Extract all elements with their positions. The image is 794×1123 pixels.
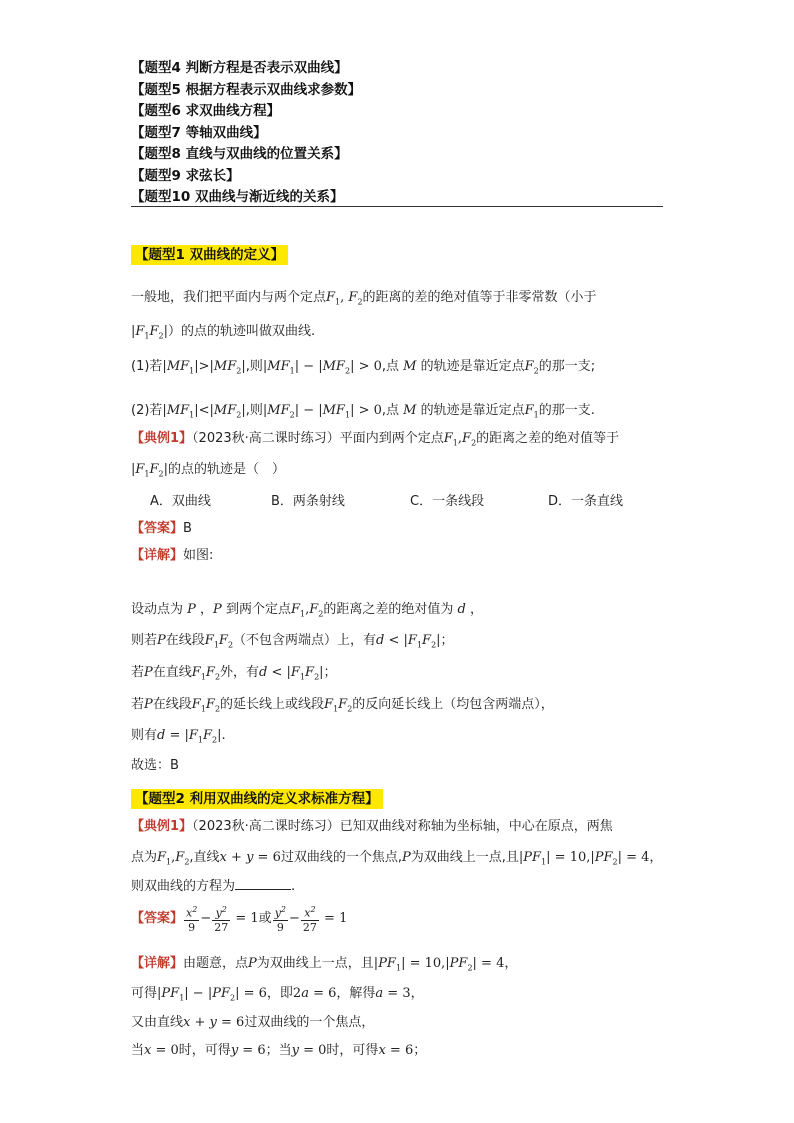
detail-line-4: 若P在线段$F_1F_2$的延长线上或线段$F_1F_2$的反向延长线上（均包含两端点）， — [131, 697, 554, 714]
toc-divider — [131, 206, 663, 207]
toc-item: 【题型5 根据方程表示双曲线求参数】 — [131, 81, 362, 98]
answer-line-2: 【答案】 $\frac{x^2}{9}$ − $\frac{y^2}{27}$ = 1或 $\frac{y^2}{9}$ − $\frac{x^2}{27}$ = 1 — [131, 905, 348, 934]
solution-line-4: 当x = 0时，可得y = 6；当y = 0时，可得x = 6； — [131, 1043, 427, 1058]
answer-line-1: 【答案】B — [131, 521, 192, 536]
choice-list — [150, 490, 670, 510]
detail-line-2: 则若P在线段$F_1F_2$（不包含两端点）上，有$d < |F_1F_2|$； — [131, 633, 454, 650]
detail-intro-1: 【详解】如图: — [131, 548, 214, 563]
example-2-line-1: 【典例1】（2023秋·高二课时练习）已知双曲线对称轴为坐标轴，中心在原点，两焦 — [131, 819, 613, 834]
choice-b[interactable]: B．两条射线 — [271, 494, 345, 509]
detail-line-1: 设动点为 P ，P 到两个定点$F_1,F_2$的距离之差的绝对值为 d ， — [131, 602, 483, 619]
toc-item: 【题型6 求双曲线方程】 — [131, 103, 281, 119]
toc-item: 【题型4 判断方程是否表示双曲线】 — [131, 60, 348, 76]
example-1-line-2: $|F_1F_2|$的点的轨迹是（ ） — [131, 462, 286, 479]
definition-line-1: 一般地，我们把平面内与两个定点$F_1$, $F_2$的距离的差的绝对值等于非零常数（小于 — [131, 290, 597, 307]
case-2-line: (2)若$|MF_1|<|MF_2|$,则$|MF_2| - |MF_1| > 0$,点 M 的轨迹是靠近定点$F_1$的那一支. — [131, 403, 595, 420]
example-2-line-3: 则双曲线的方程为 . — [131, 879, 296, 894]
toc-item: 【题型10 双曲线与渐近线的关系】 — [131, 189, 344, 205]
choice-c[interactable]: C．一条线段 — [410, 494, 485, 509]
detail-line-5: 则有$d = |F_1F_2|$. — [131, 728, 226, 745]
section-heading-1: 【题型1 双曲线的定义】 — [131, 246, 288, 265]
example-2-line-2: 点为$F_1,F_2$,直线x + y = 6过双曲线的一个焦点,P为双曲线上一点,且$|PF_1| = 10,|PF_2| = 4$， — [131, 850, 663, 867]
detail-line-3: 若P在直线$F_1F_2$外，有$d < |F_1F_2|$； — [131, 665, 337, 682]
solution-line-3: 又由直线x + y = 6过双曲线的一个焦点， — [131, 1015, 375, 1030]
solution-line-1: 【详解】由题意，点P为双曲线上一点，且$|PF_1| = 10,|PF_2| = 4$， — [131, 956, 518, 973]
toc-item: 【题型8 直线与双曲线的位置关系】 — [131, 146, 348, 162]
toc-list — [131, 58, 663, 209]
section-heading-2: 【题型2 利用双曲线的定义求标准方程】 — [131, 790, 383, 809]
definition-line-2: $|F_1F_2|$）的点的轨迹叫做双曲线. — [131, 324, 316, 341]
toc-item: 【题型9 求弦长】 — [131, 167, 240, 184]
choice-d[interactable]: D．一条直线 — [548, 494, 624, 509]
example-1-line-1: 【典例1】（2023秋·高二课时练习）平面内到两个定点$F_1,F_2$的距离之差的绝对值等于 — [131, 431, 620, 448]
solution-line-2: 可得$|PF_1| - |PF_2| = 6$，即2a = 6，解得a = 3， — [131, 986, 424, 1003]
case-1-line: (1)若$|MF_1|>|MF_2|$,则$|MF_1| - |MF_2| > 0$,点 M 的轨迹是靠近定点$F_2$的那一支; — [131, 359, 596, 376]
conclusion-line-1: 故选：B — [131, 758, 179, 773]
answer-blank — [235, 877, 291, 890]
toc-item: 【题型7 等轴双曲线】 — [131, 124, 267, 141]
choice-a[interactable]: A．双曲线 — [150, 494, 211, 509]
